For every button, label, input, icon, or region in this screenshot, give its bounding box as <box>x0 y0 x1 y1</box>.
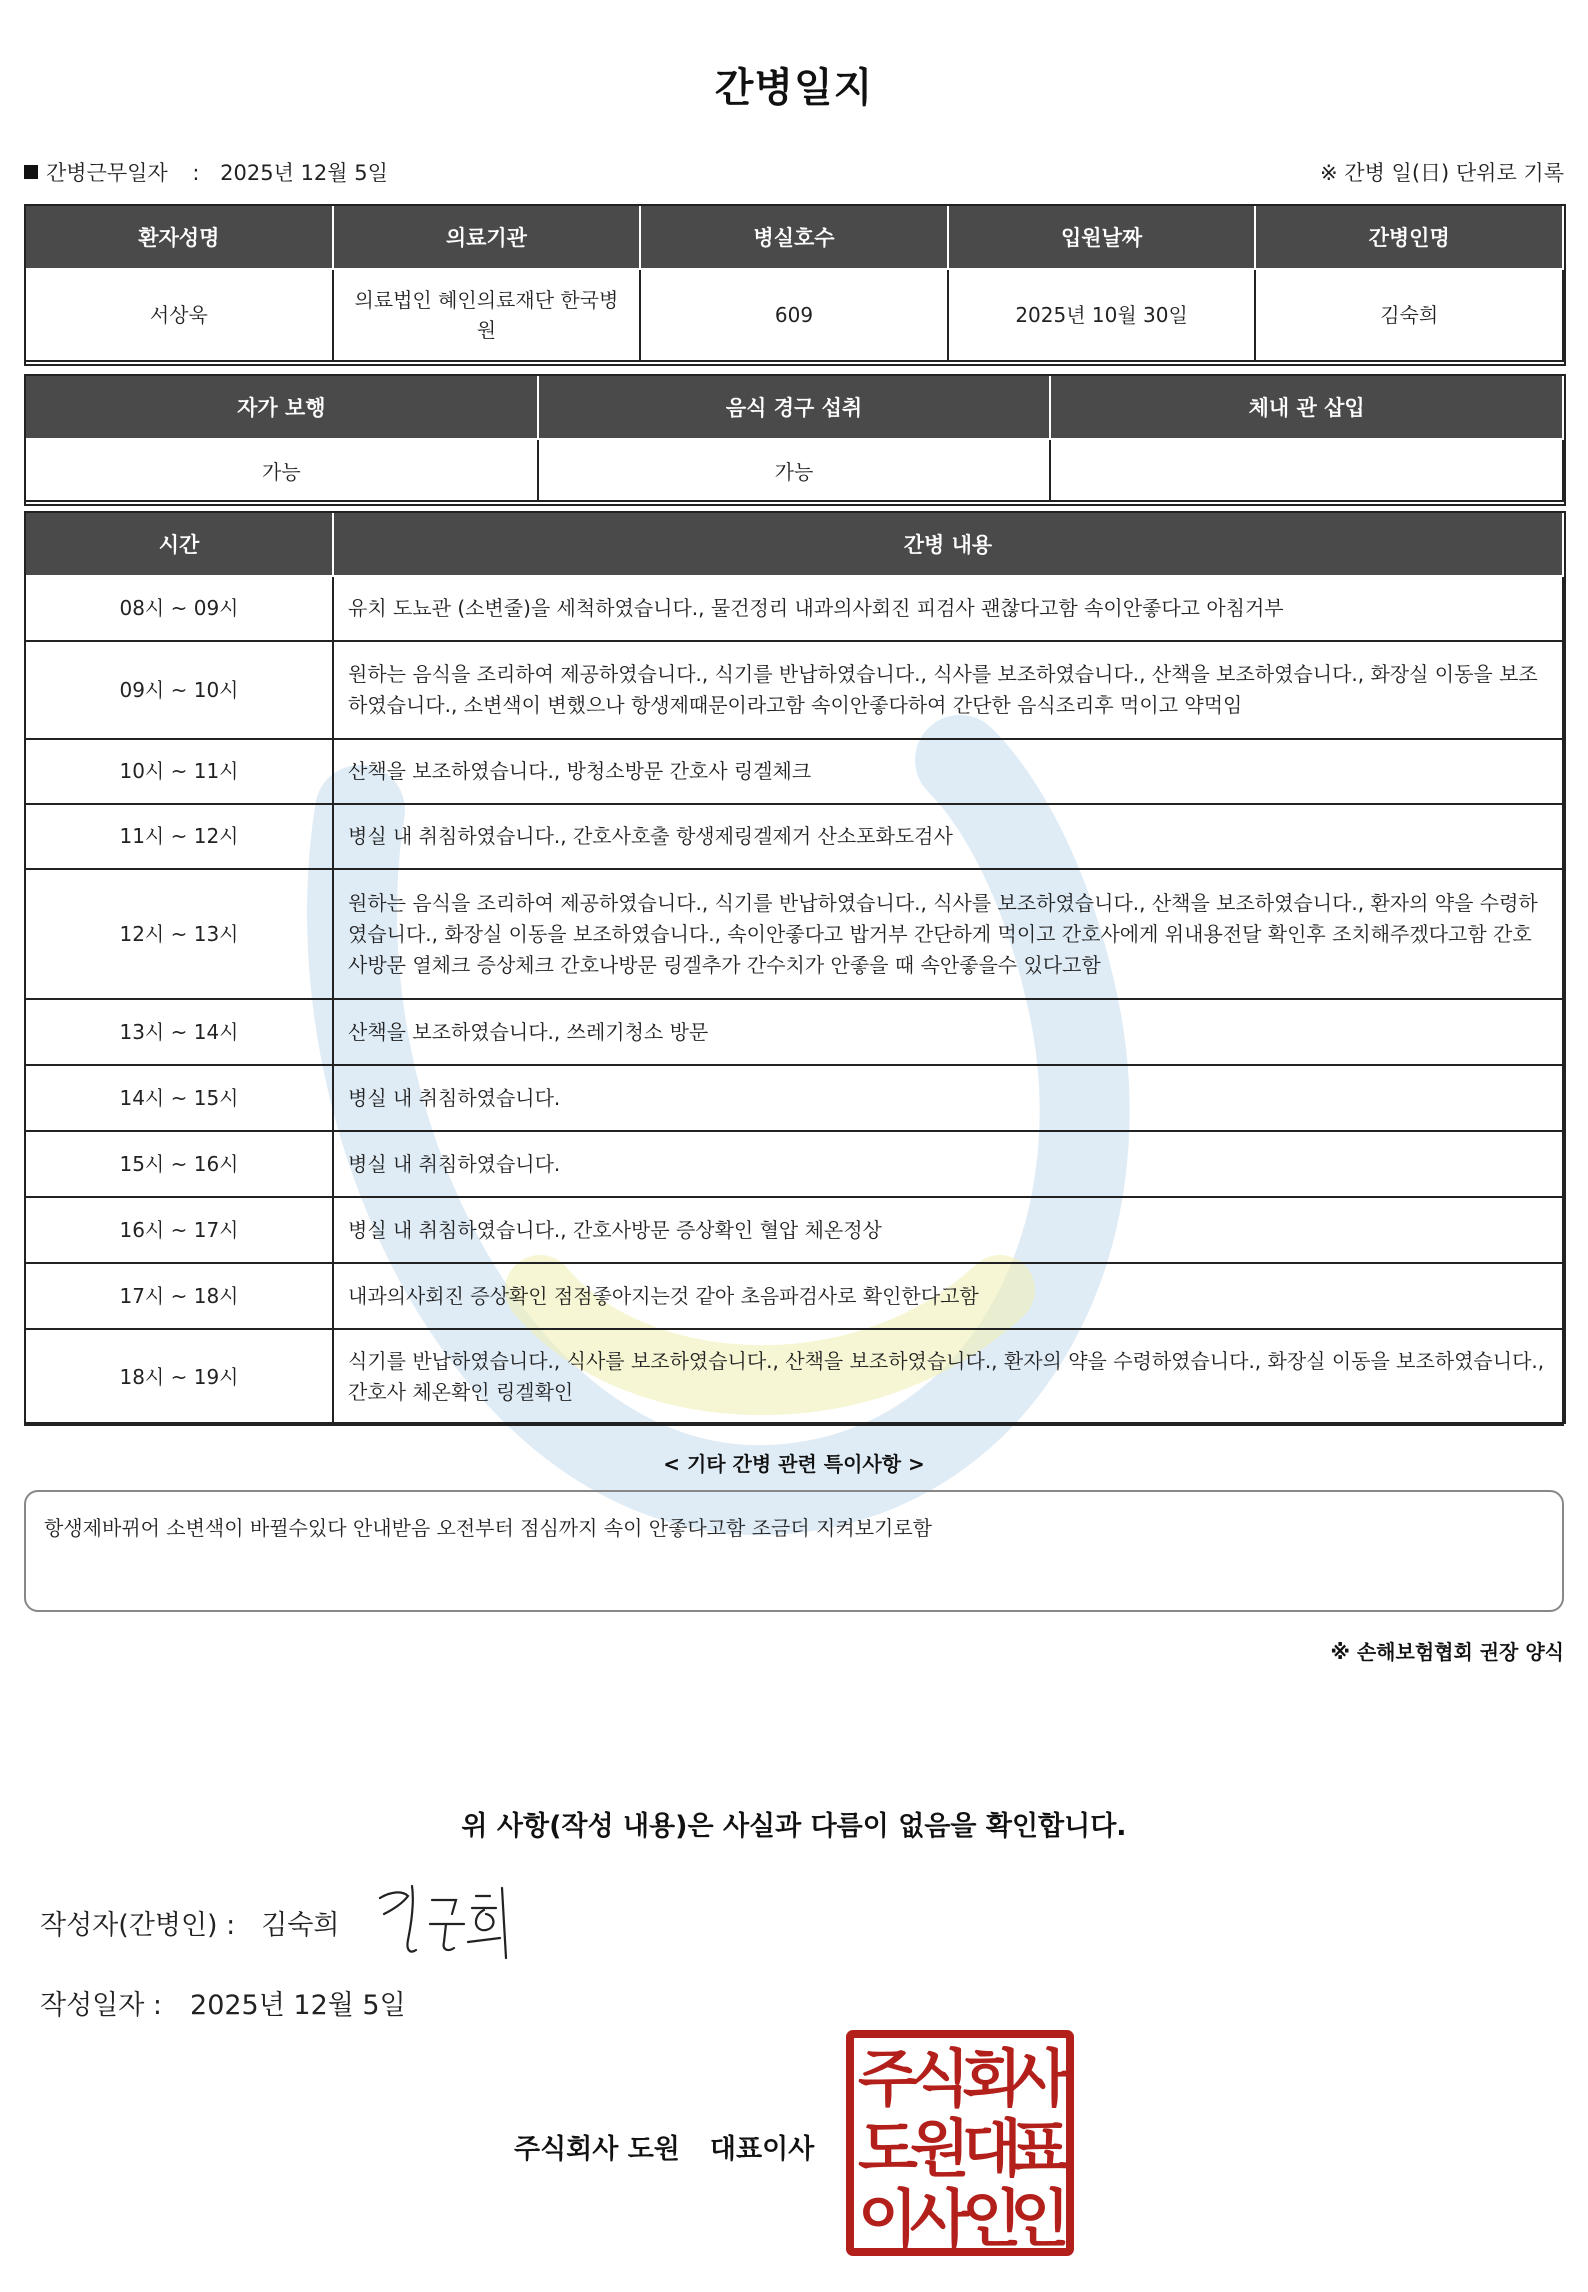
company-title: 대표이사 <box>709 2134 815 2165</box>
square-bullet-icon <box>24 165 38 179</box>
log-time: 09시 ~ 10시 <box>25 641 333 739</box>
svg-text:원: 원 <box>910 2112 970 2185</box>
svg-text:사: 사 <box>1010 2042 1070 2115</box>
patient-name-value: 서상욱 <box>25 269 333 361</box>
header-self-walking: 자가 보행 <box>25 375 538 439</box>
company-seal-stamp <box>846 2030 1074 2256</box>
patient-info-frame <box>24 204 1566 366</box>
writer-label: 작성자(간병인) : <box>40 1910 236 1941</box>
self-walking-value: 가능 <box>25 439 538 501</box>
work-date-separator: : <box>192 161 200 185</box>
oral-intake-value: 가능 <box>538 439 1051 501</box>
writer-name: 김숙희 <box>261 1910 340 1941</box>
log-time: 18시 ~ 19시 <box>25 1329 333 1425</box>
document-title: 간병일지 <box>714 65 874 111</box>
log-content: 병실 내 취침하였습니다., 간호사방문 증상확인 혈압 체온정상 <box>333 1197 1563 1263</box>
log-time: 08시 ~ 09시 <box>25 576 333 641</box>
room-number-value: 609 <box>640 269 948 361</box>
handwritten-signature <box>372 1880 522 1965</box>
log-time: 11시 ~ 12시 <box>25 804 333 869</box>
svg-text:인: 인 <box>962 2182 1022 2255</box>
written-date-label: 작성일자 : <box>40 1990 163 2021</box>
log-time: 13시 ~ 14시 <box>25 999 333 1065</box>
work-date-label: 간병근무일자 <box>46 161 168 185</box>
svg-text:대: 대 <box>962 2112 1022 2185</box>
log-content: 내과의사회진 증상확인 점점좋아지는것 같아 초음파검사로 확인한다고함 <box>333 1263 1563 1329</box>
written-date-line <box>40 1983 406 2022</box>
svg-text:주: 주 <box>858 2042 918 2115</box>
admission-date-value: 2025년 10월 30일 <box>948 269 1256 361</box>
log-time: 16시 ~ 17시 <box>25 1197 333 1263</box>
header-caregiver-name: 간병인명 <box>1255 205 1563 269</box>
header-hospital: 의료기관 <box>333 205 641 269</box>
svg-text:도: 도 <box>858 2112 918 2185</box>
work-date-value: 2025년 12월 5일 <box>220 161 388 185</box>
writer-line <box>40 1903 340 1942</box>
svg-text:회: 회 <box>962 2042 1022 2115</box>
work-date-line <box>24 157 388 187</box>
svg-text:이: 이 <box>858 2182 918 2255</box>
log-content: 식기를 반납하였습니다., 식사를 보조하였습니다., 산책을 보조하였습니다., 환자의 약을 수령하였습니다., 화장실 이동을 보조하였습니다., 간호사 체온확인 링겔확인 <box>333 1329 1563 1425</box>
log-content: 원하는 음식을 조리하여 제공하였습니다., 식기를 반납하였습니다., 식사를 보조하였습니다., 산책을 보조하였습니다., 환자의 약을 수령하였습니다., 화장실 이동을 보조하였습니다., 속이안좋다고 밥거부 간단하게 먹이고 간호사에게 위내용전달 확인후 조치해주겠다고함 간호사방문 열체크 증상체크 간호나방문 링겔추가 간수치가 안좋을 때 속안좋을수 있다고함 <box>333 869 1563 999</box>
company-name: 주식회사 도원 <box>514 2134 680 2165</box>
header-room-number: 병실호수 <box>640 205 948 269</box>
header-time: 시간 <box>25 512 333 576</box>
log-time: 10시 ~ 11시 <box>25 739 333 804</box>
log-time: 14시 ~ 15시 <box>25 1065 333 1131</box>
special-notes-box <box>24 1490 1564 1612</box>
svg-text:사: 사 <box>910 2182 970 2255</box>
written-date-value: 2025년 12월 5일 <box>190 1990 406 2021</box>
svg-text:인: 인 <box>1010 2182 1070 2255</box>
header-care-content: 간병 내용 <box>333 512 1563 576</box>
log-time: 15시 ~ 16시 <box>25 1131 333 1197</box>
svg-text:식: 식 <box>910 2042 970 2115</box>
caregiver-name-value: 김숙희 <box>1255 269 1563 361</box>
form-source-note: ※ 손해보험협회 권장 양식 <box>1330 1640 1564 1664</box>
log-time: 12시 ~ 13시 <box>25 869 333 999</box>
top-note: ※ 간병 일(日) 단위로 기록 <box>1320 161 1564 185</box>
header-admission-date: 입원날짜 <box>948 205 1256 269</box>
log-content: 유치 도뇨관 (소변줄)을 세척하였습니다., 물건정리 내과의사회진 피검사 괜찮다고함 속이안좋다고 아침거부 <box>333 576 1563 641</box>
log-content: 병실 내 취침하였습니다. <box>333 1065 1563 1131</box>
log-content: 산책을 보조하였습니다., 방청소방문 간호사 링겔체크 <box>333 739 1563 804</box>
log-time: 17시 ~ 18시 <box>25 1263 333 1329</box>
log-content: 병실 내 취침하였습니다., 간호사호출 항생제링겔제거 산소포화도검사 <box>333 804 1563 869</box>
hospital-value: 의료법인 혜인의료재단 한국병원 <box>333 269 641 361</box>
confirmation-statement: 위 사항(작성 내용)은 사실과 다름이 없음을 확인합니다. <box>461 1811 1127 1842</box>
header-tube-insertion: 체내 관 삽입 <box>1050 375 1563 439</box>
log-content: 원하는 음식을 조리하여 제공하였습니다., 식기를 반납하였습니다., 식사를 보조하였습니다., 산책을 보조하였습니다., 화장실 이동을 보조하였습니다., 소변색이 변했으나 항생제때문이라고함 속이안좋다하여 간단한 음식조리후 먹이고 약먹임 <box>333 641 1563 739</box>
company-line <box>514 2127 814 2166</box>
header-oral-intake: 음식 경구 섭취 <box>538 375 1051 439</box>
log-content: 산책을 보조하였습니다., 쓰레기청소 방문 <box>333 999 1563 1065</box>
ability-frame <box>24 374 1566 506</box>
special-notes-title: < 기타 간병 관련 특이사항 > <box>663 1452 925 1476</box>
header-patient-name: 환자성명 <box>25 205 333 269</box>
svg-text:표: 표 <box>1010 2112 1070 2185</box>
care-log-frame <box>24 511 1566 1424</box>
log-content: 병실 내 취침하였습니다. <box>333 1131 1563 1197</box>
special-notes-text: 항생제바뀌어 소변색이 바뀔수있다 안내받음 오전부터 점심까지 속이 안좋다고함 조금더 지켜보기로함 <box>44 1516 932 1540</box>
